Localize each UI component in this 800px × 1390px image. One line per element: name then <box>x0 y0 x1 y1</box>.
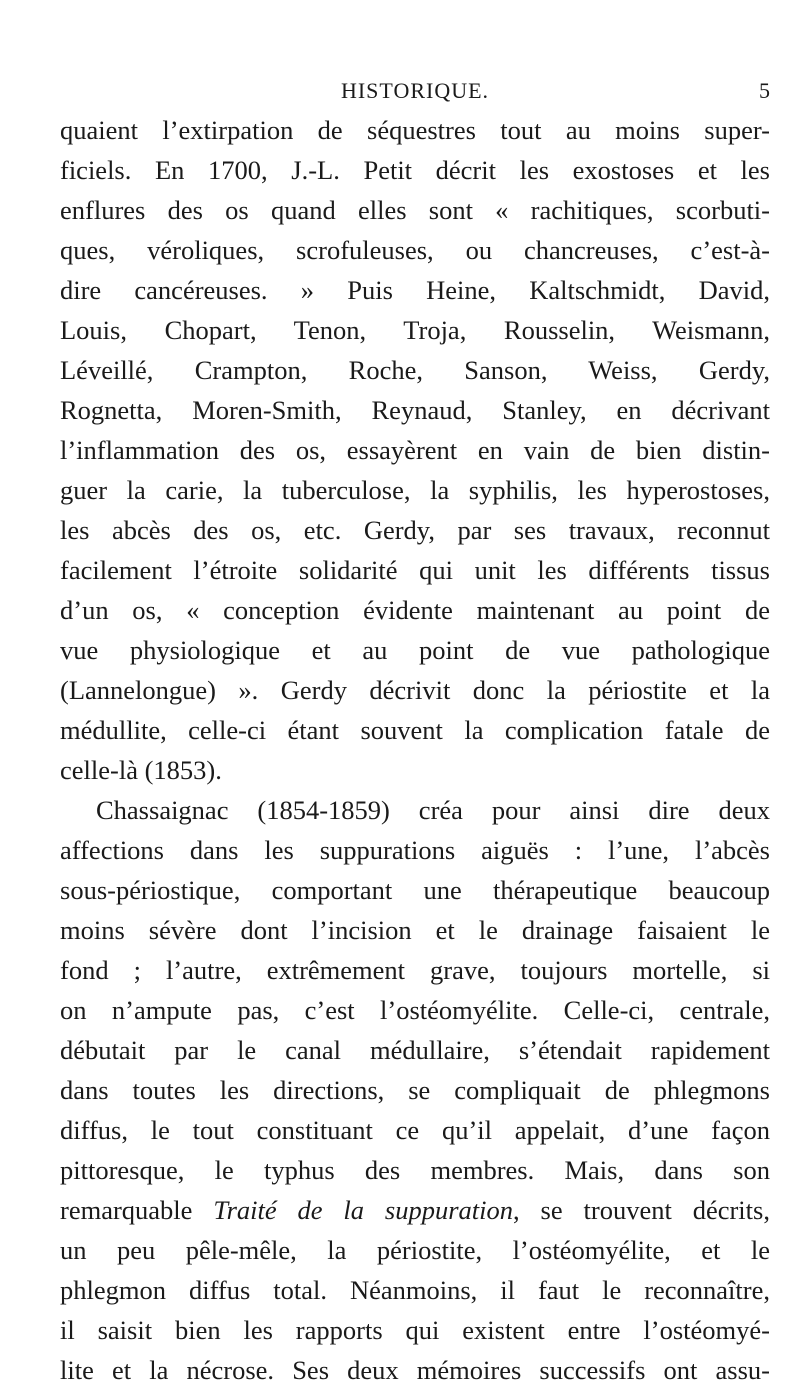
body-text <box>60 110 770 1390</box>
text-line: Léveillé, Crampton, Roche, Sanson, Weiss, Gerdy, <box>60 355 770 385</box>
text-line: Louis, Chopart, Tenon, Troja, Rousselin, Weismann, <box>60 315 770 345</box>
text-line: ques, véroliques, scrofuleuses, ou chancreuses, c’est-à- <box>60 235 770 265</box>
text-span: , se trouvent décrits, <box>513 1195 770 1225</box>
text-line: guer la carie, la tuberculose, la syphilis, les hyperostoses, <box>60 475 770 505</box>
text-line: il saisit bien les rapports qui existent entre l’ostéomyé- <box>60 1315 770 1345</box>
text-line: médullite, celle-ci étant souvent la complication fatale de <box>60 715 770 745</box>
text-line: ficiels. En 1700, J.-L. Petit décrit les exostoses et les <box>60 155 770 185</box>
page-header <box>60 78 770 108</box>
running-title: HISTORIQUE. <box>340 78 490 103</box>
text-line: enflures des os quand elles sont « rachitiques, scorbuti- <box>60 195 770 225</box>
text-line: Rognetta, Moren-Smith, Reynaud, Stanley, en décrivant <box>60 395 770 425</box>
text-line: affections dans les suppurations aiguës : l’une, l’abcès <box>60 835 770 865</box>
page-number: 5 <box>759 78 770 103</box>
text-line: Chassaignac (1854-1859) créa pour ainsi dire deux <box>96 795 770 825</box>
text-line: dans toutes les directions, se compliquait de phlegmons <box>60 1075 770 1105</box>
text-line: diffus, le tout constituant ce qu’il appelait, d’une façon <box>60 1115 770 1145</box>
text-line: fond ; l’autre, extrêmement grave, toujours mortelle, si <box>60 955 770 985</box>
text-line: sous-périostique, comportant une thérapeutique beaucoup <box>60 875 770 905</box>
text-line: vue physiologique et au point de vue pathologique <box>60 635 770 665</box>
text-line: débutait par le canal médullaire, s’étendait rapidement <box>60 1035 770 1065</box>
text-line: (Lannelongue) ». Gerdy décrivit donc la périostite et la <box>60 675 770 705</box>
text-span: remarquable <box>60 1195 214 1225</box>
text-line: d’un os, « conception évidente maintenant au point de <box>60 595 770 625</box>
text-line: les abcès des os, etc. Gerdy, par ses travaux, reconnut <box>60 515 770 545</box>
text-line: facilement l’étroite solidarité qui unit les différents tissus <box>60 555 770 585</box>
text-line: pittoresque, le typhus des membres. Mais, dans son <box>60 1155 770 1185</box>
text-line: on n’ampute pas, c’est l’ostéomyélite. Celle-ci, centrale, <box>60 995 770 1025</box>
text-line: celle-là (1853). <box>60 755 222 785</box>
book-title: Traité de la suppuration <box>213 1195 514 1225</box>
text-line: quaient l’extirpation de séquestres tout au moins super- <box>60 115 770 145</box>
text-line: phlegmon diffus total. Néanmoins, il faut le reconnaître, <box>60 1275 770 1305</box>
text-line: un peu pêle-mêle, la périostite, l’ostéomyélite, et le <box>60 1235 770 1265</box>
text-line <box>60 1190 770 1230</box>
text-line: l’inflammation des os, essayèrent en vain de bien distin- <box>60 435 770 465</box>
text-line: lite et la nécrose. Ses deux mémoires successifs ont assu- <box>60 1355 770 1385</box>
text-line: dire cancéreuses. » Puis Heine, Kaltschmidt, David, <box>60 275 770 305</box>
text-line: moins sévère dont l’incision et le drainage faisaient le <box>60 915 770 945</box>
